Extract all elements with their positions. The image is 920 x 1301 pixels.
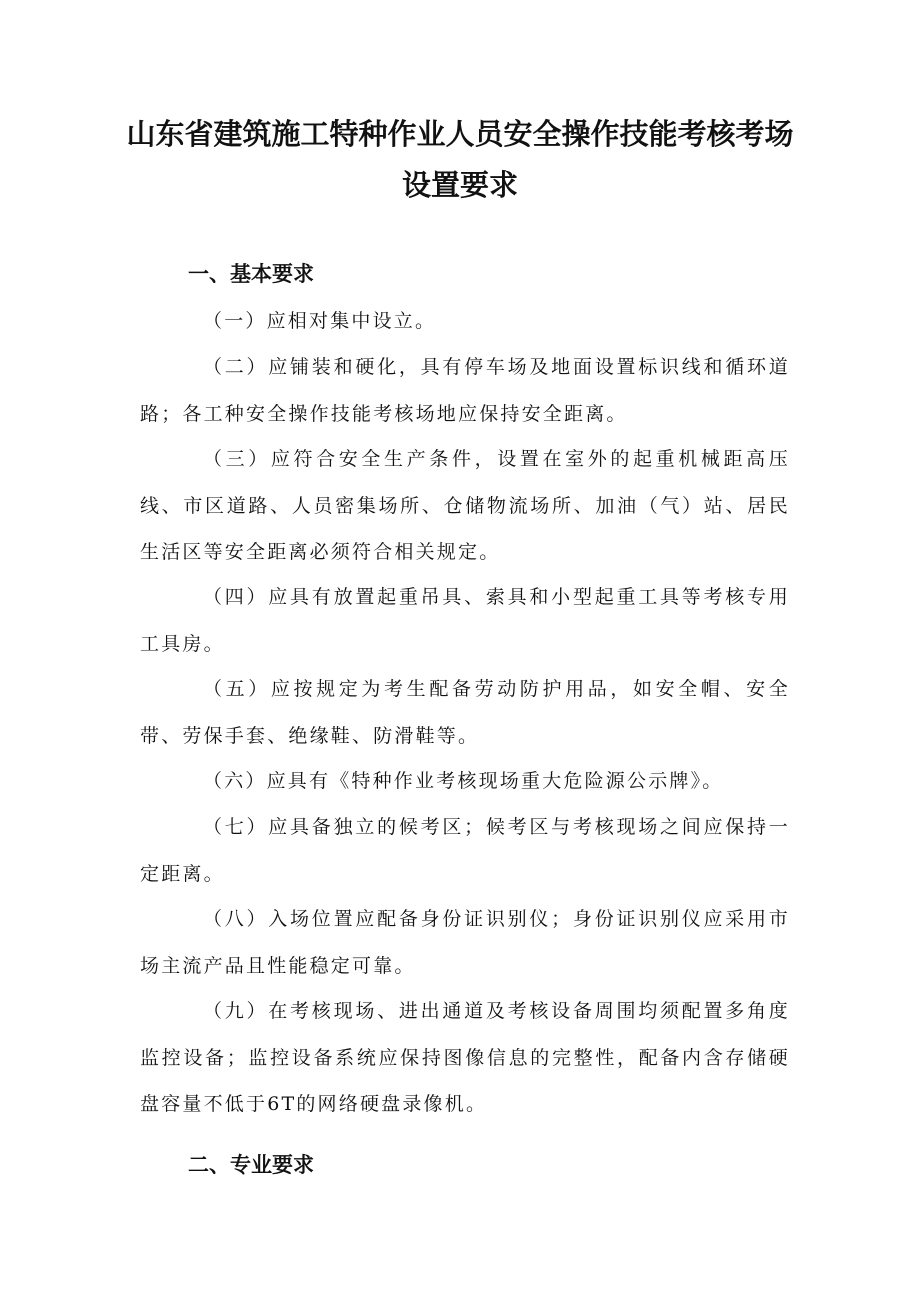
requirement-item-5: （五）应按规定为考生配备劳动防护用品，如安全帽、安全带、劳保手套、绝缘鞋、防滑鞋等。 bbox=[140, 678, 790, 747]
document-title-line-2: 设置要求 bbox=[401, 168, 518, 202]
document-title-line-1: 山东省建筑施工特种作业人员安全操作技能考核考场 bbox=[126, 117, 794, 151]
requirement-item-2: （二）应铺装和硬化，具有停车场及地面设置标识线和循环道路；各工种安全操作技能考核场地应保持安全距离。 bbox=[140, 356, 790, 425]
requirement-item-4: （四）应具有放置起重吊具、索具和小型起重工具等考核专用工具房。 bbox=[140, 586, 790, 655]
section-heading-professional-requirements: 二、专业要求 bbox=[188, 1153, 314, 1177]
requirement-item-7: （七）应具备独立的候考区；候考区与考核现场之间应保持一定距离。 bbox=[140, 816, 790, 885]
requirement-item-8: （八）入场位置应配备身份证识别仪；身份证识别仪应采用市场主流产品且性能稳定可靠。 bbox=[140, 908, 790, 977]
requirement-item-6: （六）应具有《特种作业考核现场重大危险源公示牌》。 bbox=[203, 770, 724, 792]
requirement-item-3: （三）应符合安全生产条件，设置在室外的起重机械距高压线、市区道路、人员密集场所、仓储物流场所、加油（气）站、居民生活区等安全距离必须符合相关规定。 bbox=[140, 448, 790, 563]
section-heading-basic-requirements: 一、基本要求 bbox=[188, 262, 314, 286]
requirement-item-1: （一）应相对集中设立。 bbox=[203, 310, 437, 332]
requirement-item-9: （九）在考核现场、进出通道及考核设备周围均须配置多角度监控设备；监控设备系统应保持图像信息的完整性，配备内含存储硬盘容量不低于6T的网络硬盘录像机。 bbox=[140, 1000, 790, 1115]
